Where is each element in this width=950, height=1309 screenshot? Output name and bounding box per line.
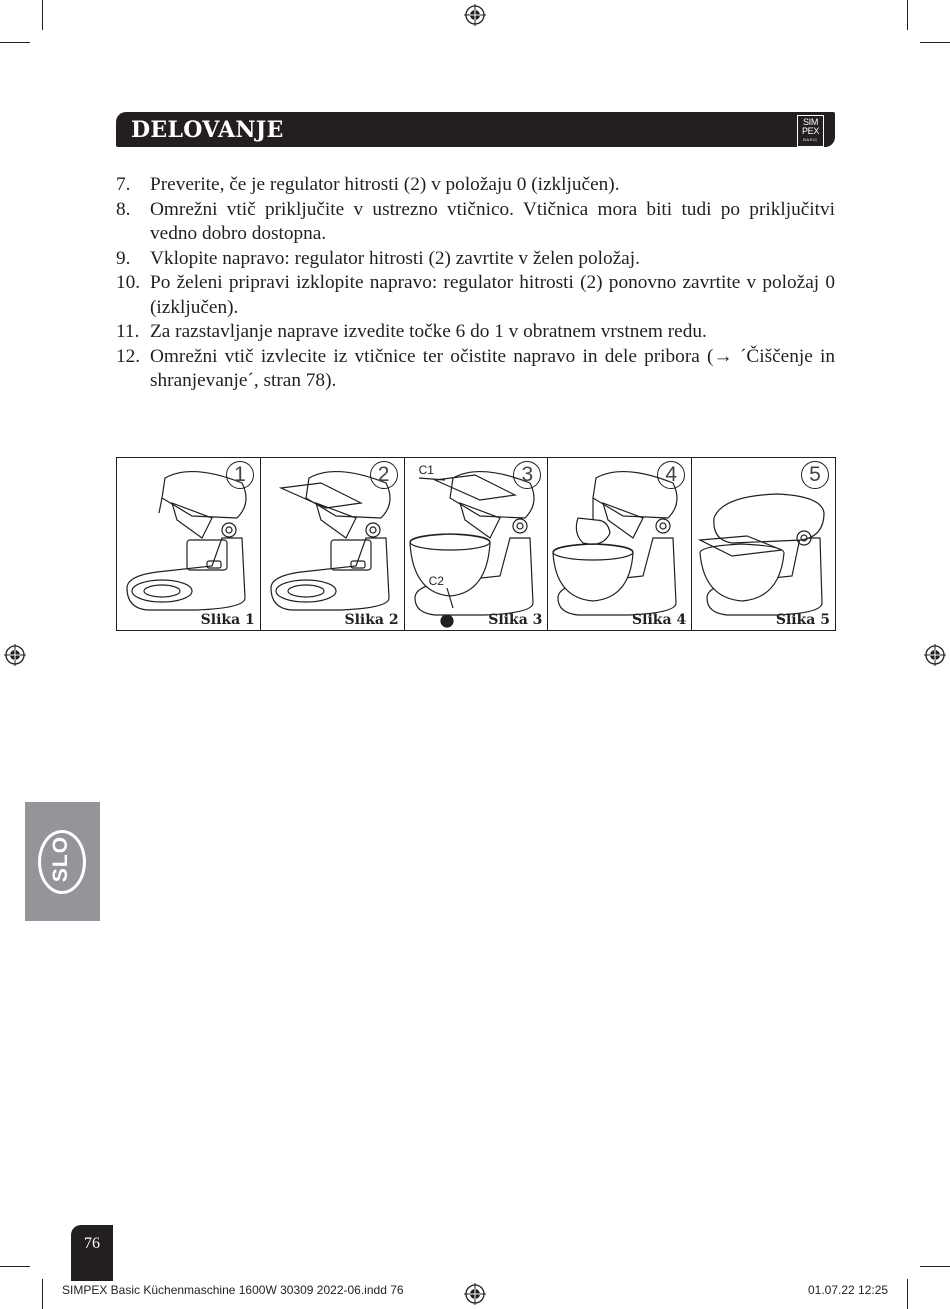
figure-caption: Slika 5 [775, 612, 830, 628]
callout-label: C2 [428, 574, 444, 588]
instruction-text: Po želeni pripravi izklopite napravo: regulator hitrosti (2) ponovno zavrtite v položaj 0 (izključen). [150, 272, 835, 318]
figure-number: 1 [226, 461, 254, 489]
instruction-number: 8. [116, 198, 131, 220]
section-header [116, 112, 835, 147]
crop-mark [920, 1266, 950, 1267]
instruction-item [116, 247, 835, 272]
language-tab [25, 802, 100, 921]
instruction-number: 12. [116, 345, 141, 367]
crop-mark [0, 42, 30, 43]
figure-number: 3 [513, 461, 541, 489]
instruction-number: 11. [116, 321, 140, 342]
instruction-number: 9. [116, 247, 131, 269]
instruction-text: Omrežni vtič priključite v ustrezno vtičnico. Vtičnica mora biti tudi po priključitvi vedno dobro dostopna. [150, 198, 835, 244]
figure-caption: Slika 2 [344, 612, 399, 628]
registration-mark-icon [4, 644, 26, 666]
figure-panel [548, 458, 692, 630]
section-title: DELOVANJE [131, 117, 284, 143]
figure-strip [116, 457, 836, 631]
crop-mark [42, 1279, 43, 1309]
figure-panel [117, 458, 261, 630]
crop-mark [907, 1279, 908, 1309]
instruction-text: Za razstavljanje naprave izvedite točke 6 do 1 v obratnem vrstnem redu. [150, 321, 707, 342]
logo-line-1: SIM [802, 117, 819, 127]
language-label: SLO [49, 835, 72, 883]
instruction-text: Preverite, če je regulator hitrosti (2) v položaju 0 (izključen). [150, 174, 620, 195]
crop-mark [920, 42, 950, 43]
registration-mark-icon [464, 1283, 486, 1305]
instruction-list [116, 173, 835, 394]
footer-file-info: SIMPEX Basic Küchenmaschine 1600W 30309 2022-06.indd 76 [62, 1283, 404, 1297]
figure-caption: Slika 3 [488, 612, 543, 628]
instruction-number: 10. [116, 272, 141, 293]
instruction-number: 7. [116, 174, 131, 195]
registration-mark-icon [464, 4, 486, 26]
figure-caption: Slika 4 [632, 612, 687, 628]
instruction-item [116, 198, 835, 247]
instruction-item [116, 320, 835, 345]
brand-logo [797, 115, 824, 147]
crop-mark [0, 1266, 30, 1267]
instruction-item [116, 345, 835, 394]
instruction-text: Vklopite napravo: regulator hitrosti (2) zavrtite v želen položaj. [150, 247, 640, 269]
figure-number: 5 [801, 461, 829, 489]
instruction-text: Omrežni vtič izvlecite iz vtičnice ter očistite napravo in dele pribora (→ ´Čiščenje in shranjevanje´, stran 78). [150, 345, 835, 391]
figure-panel [405, 458, 549, 630]
footer-date: 01.07.22 12:25 [808, 1283, 889, 1297]
instruction-item [116, 173, 835, 198]
page-number-tab [71, 1225, 113, 1281]
instruction-item [116, 271, 835, 320]
crop-mark [42, 0, 43, 30]
figure-panel [692, 458, 835, 630]
logo-line-3: BASIC [803, 137, 818, 142]
figure-number: 2 [370, 461, 398, 489]
figure-number: 4 [657, 461, 685, 489]
registration-mark-icon [924, 644, 946, 666]
figure-caption: Slika 1 [200, 612, 255, 628]
page-number: 76 [84, 1235, 100, 1252]
callout-label: C1 [418, 463, 434, 477]
crop-mark [907, 0, 908, 30]
logo-line-2: PEX [801, 126, 820, 136]
figure-panel [261, 458, 405, 630]
